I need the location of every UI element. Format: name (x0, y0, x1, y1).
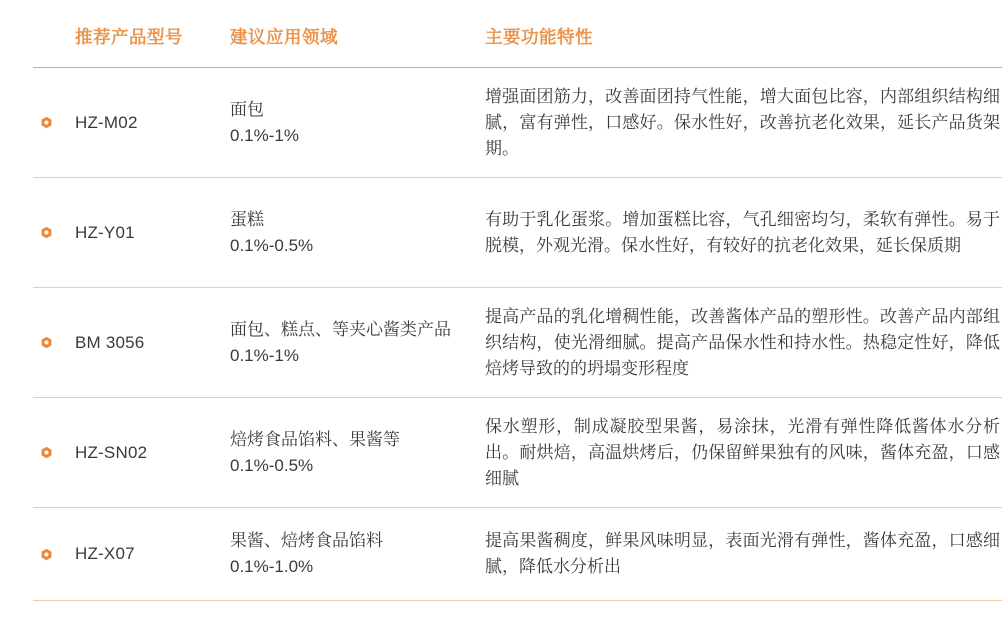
bullet-cell (33, 226, 75, 239)
application-cell (230, 528, 485, 580)
product-table (33, 0, 1002, 601)
application-field: 果酱、焙烤食品馅料 (230, 531, 383, 550)
application-cell (230, 97, 485, 149)
table-row (33, 68, 1002, 178)
hex-nut-icon (40, 226, 53, 239)
hex-nut-icon (40, 446, 53, 459)
application-field: 面包、糕点、等夹心酱类产品 (230, 319, 451, 339)
application-field: 面包 (230, 99, 264, 119)
application-field: 蛋糕 (230, 209, 264, 229)
features-text: 提高产品的乳化增稠性能，改善酱体产品的塑形性。改善产品内部组织结构，使光滑细腻。提高产品保水性和持水性。热稳定性好，降低焙烤导致的的坍塌变形程度 (485, 306, 1000, 378)
header-cell-model: 推荐产品型号 (75, 27, 183, 47)
application-field: 焙烤食品馅料、果酱等 (230, 429, 400, 449)
bullet-cell (33, 548, 75, 561)
product-model: HZ-SN02 (75, 442, 148, 462)
bullet-cell (33, 446, 75, 459)
hex-nut-icon (40, 116, 53, 129)
dosage-range: 0.1%-0.5% (230, 235, 314, 255)
dosage-range: 0.1%-1.0% (230, 557, 314, 576)
product-model: HZ-M02 (75, 112, 138, 132)
features-text: 提高果酱稠度，鲜果风味明显，表面光滑有弹性，酱体充盈，口感细腻，降低水分析出 (485, 531, 1000, 576)
product-model: HZ-X07 (75, 544, 135, 563)
bullet-cell (33, 336, 75, 349)
dosage-range: 0.1%-1% (230, 125, 299, 145)
application-cell (230, 207, 485, 259)
dosage-range: 0.1%-1% (230, 345, 299, 365)
table-row (33, 288, 1002, 398)
table-row (33, 398, 1002, 508)
application-cell (230, 427, 485, 479)
hex-nut-icon (40, 336, 53, 349)
dosage-range: 0.1%-0.5% (230, 455, 314, 475)
header-cell-application: 建议应用领域 (230, 27, 338, 47)
features-text: 保水塑形，制成凝胶型果酱，易涂抹，光滑有弹性降低酱体水分析出。耐烘焙，高温烘烤后，仍保留鲜果独有的风味，酱体充盈，口感细腻 (485, 416, 1000, 488)
features-text: 增强面团筋力，改善面团持气性能，增大面包比容，内部组织结构细腻，富有弹性，口感好。保水性好，改善抗老化效果，延长产品货架期。 (485, 86, 1000, 158)
table-header-row (33, 0, 1002, 68)
product-model: HZ-Y01 (75, 222, 135, 242)
table-row (33, 508, 1002, 601)
features-text: 有助于乳化蛋浆。增加蛋糕比容，气孔细密均匀，柔软有弹性。易于脱模，外观光滑。保水性好，有较好的抗老化效果，延长保质期 (485, 209, 1000, 255)
table-row (33, 178, 1002, 288)
application-cell (230, 317, 485, 369)
bullet-cell (33, 116, 75, 129)
product-model: BM 3056 (75, 332, 145, 352)
hex-nut-icon (40, 548, 53, 561)
header-cell-features: 主要功能特性 (485, 27, 593, 47)
